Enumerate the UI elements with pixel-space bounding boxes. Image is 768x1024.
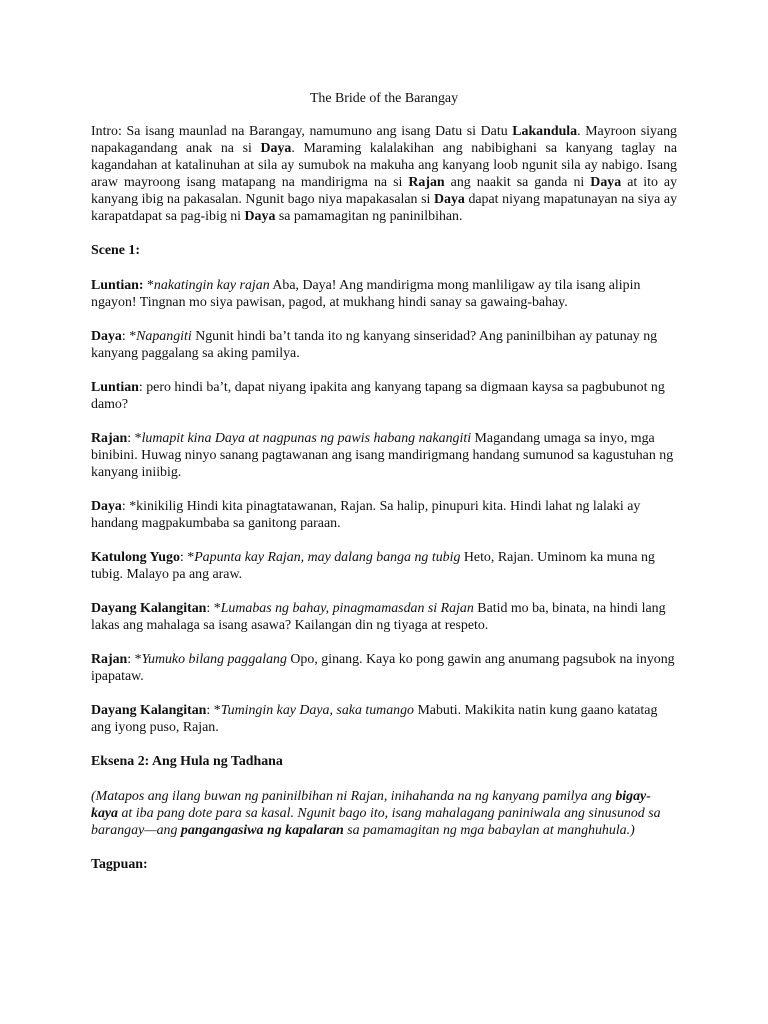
note-text: at iba pang dote para sa kasal. Ngunit bago ito, isang mahalagang paniniwala ang sinusunod sa barangay—ang	[91, 806, 661, 838]
scene-1-heading: Scene 1:	[91, 243, 140, 258]
dialogue-text: Magandang umaga sa inyo, mga binibini. Huwag ninyo sanang pagtawanan ang isang mandirigmang handang sumunod sa kagustuhan ng kanyang iniibig.	[91, 431, 674, 480]
dialogue-prefix: :	[121, 499, 130, 514]
dialogue-text: Heto, Rajan. Uminom ka muna ng tubig. Malayo pa ang araw.	[91, 550, 655, 582]
intro-name-lakandula: Lakandula	[512, 124, 578, 139]
dialogue-prefix: : *	[179, 550, 195, 565]
stage-direction: Yumuko bilang paggalang	[141, 652, 287, 667]
speaker-name: Luntian	[91, 380, 139, 395]
dialogue-line	[91, 702, 677, 736]
stage-direction: nakatingin kay rajan	[153, 278, 270, 293]
dialogue-line	[91, 498, 677, 532]
dialogue-prefix: : *	[127, 431, 142, 446]
intro-name-daya: Daya	[244, 209, 276, 224]
scene-2-heading: Eksena 2: Ang Hula ng Tadhana	[91, 754, 283, 769]
dialogue-line	[91, 277, 677, 311]
note-text: sa pamamagitan ng mga babaylan at manghuhula.)	[343, 823, 635, 838]
speaker-name: Dayang Kalangitan	[91, 601, 207, 616]
note-bold-term: bigay-kaya	[91, 789, 651, 821]
dialogue-prefix: :	[138, 380, 147, 395]
note-bold-term: pangangasiwa ng kapalaran	[180, 823, 344, 838]
intro-text: Intro: Sa isang maunlad na Barangay, namumuno ang isang Datu si Datu	[91, 124, 513, 139]
dialogue-prefix: : *	[206, 703, 221, 718]
intro-text: dapat niyang mapatunayan na siya ay karapatdapat sa pag-ibig ni	[91, 192, 678, 224]
intro-name-daya: Daya	[590, 175, 622, 190]
dialogue-text: Ngunit hindi ba’t tanda ito ng kanyang sinseridad? Ang paninilbihan ay patunay ng kanyang paggalang sa aking pamilya.	[91, 329, 658, 361]
dialogue-text: pero hindi ba’t, dapat niyang ipakita ang kanyang tapang sa digmaan kaysa sa pagbubunot ng damo?	[91, 380, 665, 412]
stage-direction: Napangiti	[136, 329, 192, 344]
intro-paragraph	[91, 123, 677, 225]
dialogue-line	[91, 651, 677, 685]
dialogue-line	[91, 328, 677, 362]
stage-direction: Papunta kay Rajan, may dalang banga ng tubig	[194, 550, 461, 565]
note-text: (Matapos ang ilang buwan ng paninilbihan ni Rajan, inihahanda na ng kanyang pamilya ang	[91, 789, 616, 804]
speaker-name: Daya	[91, 499, 122, 514]
intro-text: ang naakit sa ganda ni	[444, 175, 591, 190]
stage-direction: lumapit kina Daya at nagpunas ng pawis habang nakangiti	[141, 431, 472, 446]
dialogue-prefix: : *	[121, 329, 137, 344]
intro-text: sa pamamagitan ng paninilbihan.	[275, 209, 463, 224]
dialogue-text: Opo, ginang. Kaya ko pong gawin ang anumang pagsubok na inyong ipapataw.	[91, 652, 675, 684]
intro-text: at ito ay kanyang ibig na pakasalan. Ngunit bago niya mapakasalan si	[91, 175, 678, 207]
speaker-name: Rajan	[91, 431, 128, 446]
intro-name-rajan: Rajan	[408, 175, 445, 190]
dialogue-prefix: : *	[206, 601, 221, 616]
speaker-name: Rajan	[91, 652, 128, 667]
intro-name-daya: Daya	[433, 192, 465, 207]
dialogue-prefix: : *	[127, 652, 142, 667]
speaker-name: Luntian:	[91, 278, 144, 293]
dialogue-line	[91, 600, 677, 634]
speaker-name: Daya	[91, 329, 122, 344]
dialogue-text: *kinikilig Hindi kita pinagtatawanan, Rajan. Sa halip, pinupuri kita. Hindi lahat ng lalaki ay handang magpakumbaba sa ganitong paraan.	[91, 499, 641, 531]
scene-2-note	[91, 788, 677, 839]
dialogue-line	[91, 549, 677, 583]
dialogue-prefix: *	[143, 278, 154, 293]
dialogue-text: Mabuti. Makikita natin kung gaano katatag ang iyong puso, Rajan.	[91, 703, 658, 735]
dialogue-text: Batid mo ba, binata, na hindi lang lakas ang mahalaga sa isang asawa? Kailangan din ng tiyaga at respeto.	[91, 601, 666, 633]
intro-name-daya: Daya	[260, 141, 292, 156]
dialogue-line	[91, 379, 677, 413]
speaker-name: Katulong Yugo	[91, 550, 180, 565]
setting-heading: Tagpuan:	[91, 857, 148, 872]
dialogue-text: Aba, Daya! Ang mandirigma mong manliligaw ay tila isang alipin ngayon! Tingnan mo siya pawisan, pagod, at mukhang hindi sanay sa gawaing-bahay.	[91, 278, 641, 310]
dialogue-line	[91, 430, 677, 481]
stage-direction: Tumingin kay Daya, saka tumango	[220, 703, 414, 718]
stage-direction: Lumabas ng bahay, pinagmamasdan si Rajan	[220, 601, 474, 616]
document-title: The Bride of the Barangay	[309, 91, 459, 106]
intro-text: . Maraming kalalakihan ang nabibighani sa kanyang taglay na kagandahan at katalinuhan at sila ay sumubok na makuha ang kanyang loob ngunit sila ay nabigo. Isang araw mayroong isang matapang na mandirigma na si	[91, 141, 677, 190]
intro-text: . Mayroon siyang napakagandang anak na si	[91, 124, 678, 156]
speaker-name: Dayang Kalangitan	[91, 703, 207, 718]
